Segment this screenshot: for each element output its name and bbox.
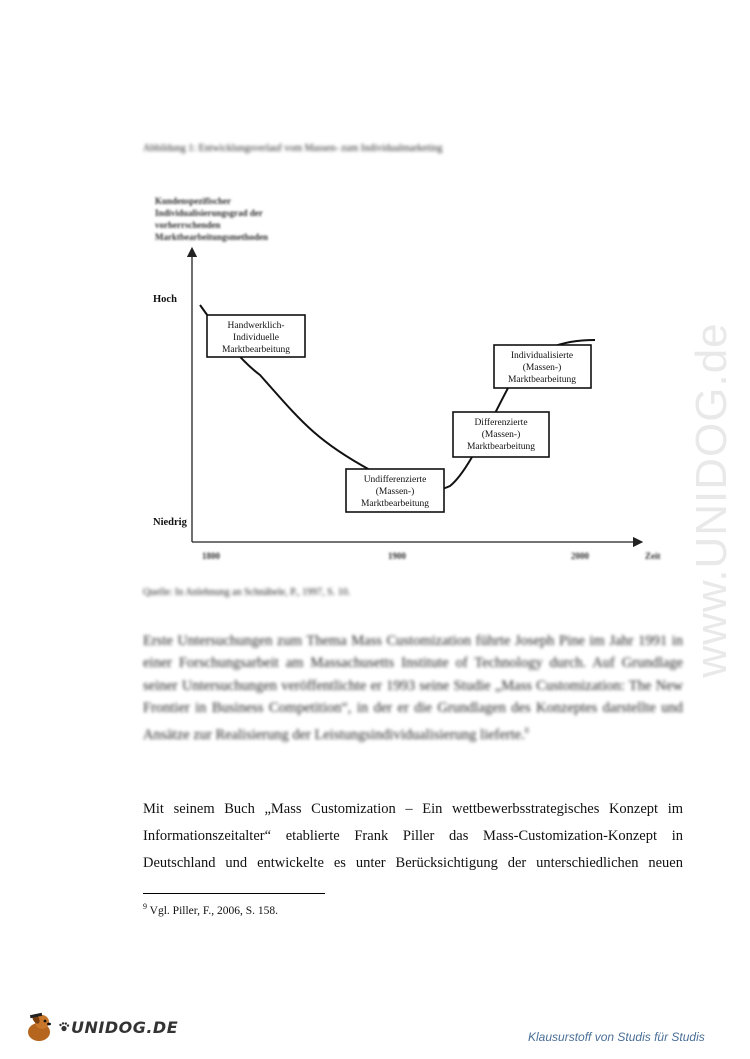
stage-label-line: (Massen-) [522,363,562,373]
x-tick-label: 2000 [571,551,589,561]
stage-label-line: Marktbearbeitung [466,442,536,452]
figure-caption: Abbildung 1: Entwicklungsverlauf vom Massen- zum Individualmarketing [143,143,443,154]
y-high-label: Hoch [153,294,177,305]
body-paragraph: Mit seinem Buch „Mass Customization – Ein wettbewerbsstrategisches Konzept im Informationszeitalter“ etablierte Frank Piller das Mass-Customization-Konzept in Deutschland und entwickelte es unter Berücksichtigung der unterschiedlichen neuen [143,801,683,871]
x-tick-label: 1800 [202,551,220,561]
y-axis-label-line: Marktbearbeitungsmethoden [155,232,268,242]
footnote-text: Vgl. Piller, F., 2006, S. 158. [149,904,278,917]
stage-label-line: Differenzierte [474,418,528,428]
stage-label-line: (Massen-) [375,487,415,497]
footer-slogan: Klausurstoff von Studis für Studis [528,1030,705,1044]
stage-label-line: Individualisierte [510,351,574,361]
footer-logo[interactable] [22,1010,178,1044]
stage-box [207,315,305,357]
y-low-label: Niedrig [153,517,187,528]
stage-label-line: Marktbearbeitung [221,345,291,355]
stage-label-line: Undifferenzierte [363,475,427,485]
stage-box [494,345,591,388]
y-axis-label [155,196,268,242]
figure-source: Quelle: In Anlehnung an Schnäbele, P., 1997, S. 10. [143,587,351,598]
stage-label-line: Marktbearbeitung [360,499,430,509]
stage-label-line: (Massen-) [481,430,521,440]
blurred-paragraph [143,630,683,746]
footnote-number: 9 [143,902,147,911]
stage-label-line: Marktbearbeitung [507,375,577,385]
x-tick-label: 1900 [388,551,406,561]
stage-label-line: Handwerklich- [227,321,285,331]
stage-label-line: Individuelle [233,333,279,343]
footnote-ref: 8 [524,725,529,735]
blurred-paragraph-text: Erste Untersuchungen zum Thema Mass Customization führte Joseph Pine im Jahr 1991 in einer Forschungsarbeit am Massachusetts Institute of Technology durch. Auf Grundlage seiner Untersuchungen veröffentlichte er 1993 seine Studie „Mass Customization: The New Frontier in Business Competition“, in der er die Grundlagen des Konzeptes darstellte und Ansätze zur Realisierung der Leistungsindividualisierung lieferte. [143,633,683,743]
footnote [143,902,278,917]
y-axis-label-line: Kundenspezifischer [155,196,232,206]
y-axis-label-line: vorherrschenden [155,220,221,230]
watermark: www.UNIDOG.de [687,322,736,678]
paw-icon [58,1021,70,1033]
logo-text: UNIDOG.DE [71,1017,179,1037]
stage-box [453,412,549,457]
evolution-chart [140,190,670,575]
footnote-divider [143,893,325,894]
x-axis-label: Zeit [645,551,661,561]
stage-box [346,469,444,512]
dog-mascot-icon [22,1010,56,1044]
y-axis-label-line: Individualisierungsgrad der [155,208,263,218]
